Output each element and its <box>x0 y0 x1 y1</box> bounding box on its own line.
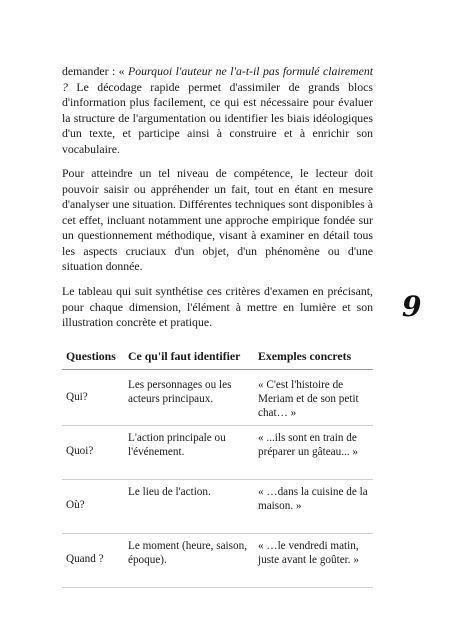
cell-example: « …le vendredi matin, juste avant le goûter. » <box>254 534 373 588</box>
header-questions: Questions <box>62 345 124 370</box>
header-examples: Exemples concrets <box>254 345 373 370</box>
paragraph-table-intro <box>62 284 373 331</box>
cell-identify: L'action principale ou l'événement. <box>124 426 254 480</box>
paragraph-intro-quote: Pourquoi l'auteur ne l'a-t-il pas formulé clairement ? <box>62 64 373 94</box>
header-identify: Ce qu'il faut identifier <box>124 345 254 370</box>
paragraph-table-intro-text: Le tableau qui suit synthétise ces critères d'examen en précisant, pour chaque dimension, l'élément à mettre en lumière et son illustration concrète et pratique. <box>62 284 373 329</box>
paragraph-intro-rest: Le décodage rapide permet d'assimiler de grands blocs d'information plus facilement, ce qui est nécessaire pour évaluer la structure de l'argumentation ou identifier les biais idéologiques d'un texte, et participe ainsi à construire et à enrichir son vocabulaire. <box>62 79 373 156</box>
paragraph-intro-lead: demander : « <box>62 64 129 78</box>
table-row <box>62 426 373 480</box>
table-row <box>62 534 373 588</box>
table-row <box>62 480 373 534</box>
paragraph-competence <box>62 166 373 275</box>
cell-example: « …dans la cuisine de la maison. » <box>254 480 373 534</box>
paragraph-competence-text: Pour atteindre un tel niveau de compétence, le lecteur doit pouvoir saisir ou appréhender un fait, tout en étant en mesure d'analyser une situation. Différentes techniques sont disponibles à cet effet, incluant notamment une approche empirique fondée sur un questionnement méthodique, visant à examiner en détail tous les aspects cruciaux d'un objet, d'un phénomène ou d'une situation donnée. <box>62 166 373 273</box>
criteria-table <box>62 345 373 588</box>
cell-identify: Le lieu de l'action. <box>124 480 254 534</box>
cell-example: « ...ils sont en train de préparer un gâteau... » <box>254 426 373 480</box>
table-header-row <box>62 345 373 370</box>
cell-question: Quoi? <box>62 426 124 480</box>
table-row <box>62 370 373 426</box>
cell-question: Qui? <box>62 370 124 426</box>
cell-example: « C'est l'histoire de Meriam et de son petit chat… » <box>254 370 373 426</box>
cell-identify: Le moment (heure, saison, époque). <box>124 534 254 588</box>
paragraph-intro <box>62 64 373 157</box>
cell-question: Où? <box>62 480 124 534</box>
cell-question: Quand ? <box>62 534 124 588</box>
cell-identify: Les personnages ou les acteurs principaux. <box>124 370 254 426</box>
page-number: 9 <box>402 290 422 323</box>
